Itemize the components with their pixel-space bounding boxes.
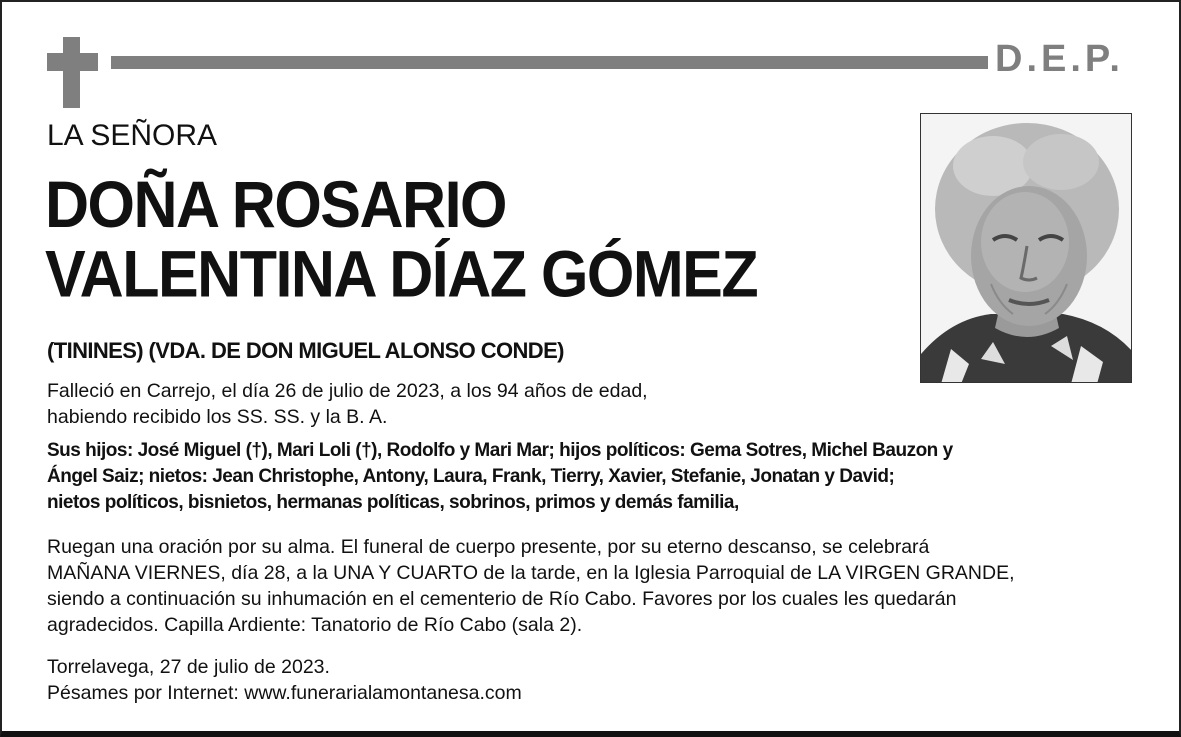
- death-line: habiendo recibido los SS. SS. y la B. A.: [47, 406, 388, 428]
- place-date: Torrelavega, 27 de julio de 2023.: [47, 656, 330, 678]
- portrait-photo: [920, 113, 1132, 383]
- name-line-2: VALENTINA DÍAZ GÓMEZ: [45, 236, 758, 311]
- dep-label: D.E.P.: [995, 38, 1124, 80]
- salutation: LA SEÑORA: [47, 119, 218, 152]
- funeral-line: Ruegan una oración por su alma. El funeral de cuerpo presente, por su eterno descanso, se celebrará: [47, 536, 930, 558]
- funeral-details: [47, 534, 1015, 638]
- family-line: Sus hijos: José Miguel (†), Mari Loli (†), Rodolfo y Mari Mar; hijos políticos: Gema Sotres, Michel Bauzon y: [47, 440, 953, 461]
- family-list: [47, 438, 953, 516]
- family-line: Ángel Saiz; nietos: Jean Christophe, Antony, Laura, Frank, Tierry, Xavier, Stefanie, Jonatan y David;: [47, 466, 895, 487]
- portrait-illustration: [921, 114, 1132, 383]
- funeral-line: siendo a continuación su inhumación en el cementerio de Río Cabo. Favores por los cuales les quedarán: [47, 588, 957, 610]
- closing: [47, 654, 522, 706]
- condolences-line: Pésames por Internet: www.funerarialamontanesa.com: [47, 682, 522, 704]
- deceased-name: [45, 167, 905, 311]
- family-line: nietos políticos, bisnietos, hermanas políticas, sobrinos, primos y demás familia,: [47, 492, 739, 513]
- deceased-alias: (TININES) (VDA. DE DON MIGUEL ALONSO CONDE): [47, 338, 564, 363]
- header-rule: [111, 56, 988, 69]
- death-line: Falleció en Carrejo, el día 26 de julio de 2023, a los 94 años de edad,: [47, 380, 648, 402]
- name-line-1: DOÑA ROSARIO: [45, 167, 506, 242]
- funeral-line: MAÑANA VIERNES, día 28, a la UNA Y CUARTO de la tarde, en la Iglesia Parroquial de LA VIRGEN GRANDE,: [47, 562, 1015, 584]
- funeral-line: agradecidos. Capilla Ardiente: Tanatorio de Río Cabo (sala 2).: [47, 614, 583, 636]
- death-notice: [47, 378, 648, 430]
